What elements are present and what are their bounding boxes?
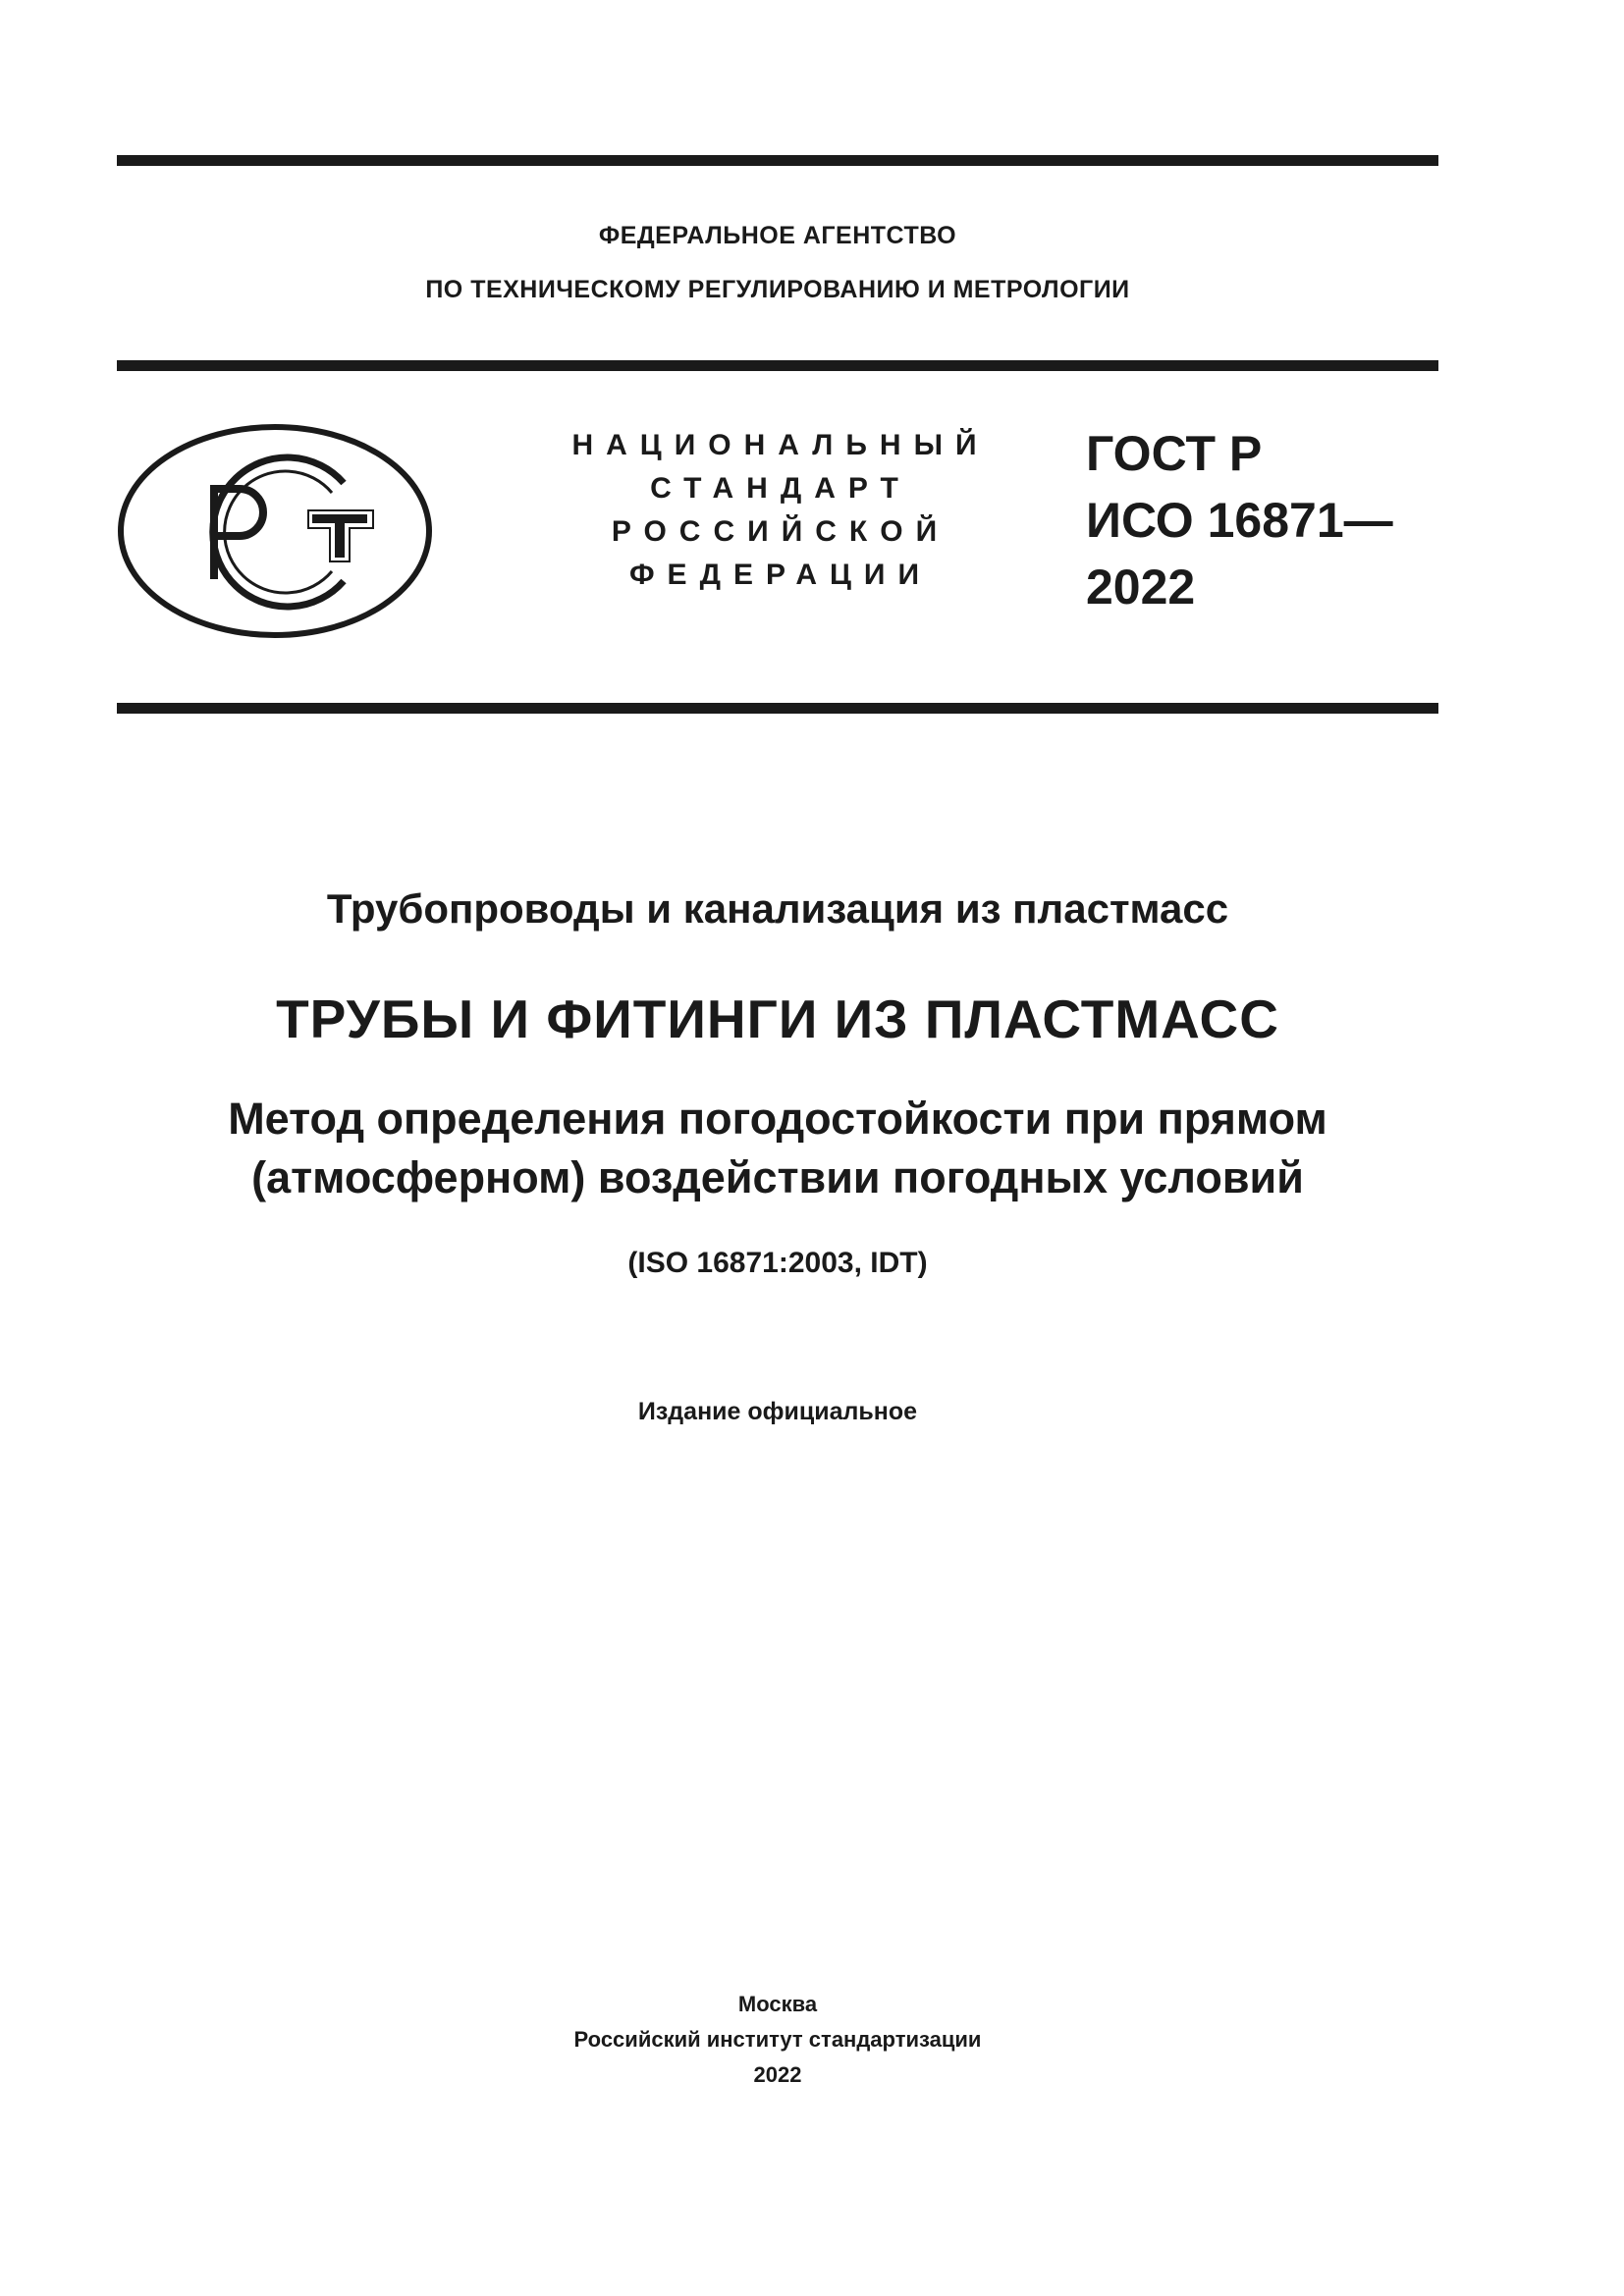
- designation-line-3: 2022: [1086, 560, 1196, 614]
- national-standard-line-1: НАЦИОНАЛЬНЫЙ: [571, 429, 990, 461]
- agency-bottom-rule: [117, 360, 1438, 371]
- national-standard-line-4: ФЕДЕРАЦИИ: [628, 559, 933, 591]
- standard-designation: [1086, 420, 1393, 620]
- imprint-year: 2022: [753, 2062, 802, 2087]
- subtitle-line-1: Метод определения погодостойкости при прямом: [228, 1094, 1327, 1144]
- title-group: Трубопроводы и канализация из пластмасс: [326, 885, 1229, 932]
- national-standard-label: [550, 424, 1011, 597]
- designation-line-1: ГОСТ Р: [1086, 426, 1263, 481]
- national-standard-line-2: СТАНДАРТ: [650, 472, 911, 505]
- iso-reference: (ISO 16871:2003, IDT): [627, 1247, 928, 1279]
- agency-line-2: ПО ТЕХНИЧЕСКОМУ РЕГУЛИРОВАНИЮ И МЕТРОЛОГИИ: [425, 276, 1130, 303]
- top-rule: [117, 155, 1438, 166]
- imprint: [117, 1987, 1438, 2093]
- agency-line-1: ФЕДЕРАЛЬНОЕ АГЕНТСТВО: [598, 222, 957, 249]
- header-bottom-rule: [117, 703, 1438, 714]
- rst-certification-mark-icon: [116, 422, 434, 640]
- title-main: ТРУБЫ И ФИТИНГИ ИЗ ПЛАСТМАСС: [276, 988, 1279, 1049]
- subtitle-line-2: (атмосферном) воздействии погодных условий: [251, 1152, 1304, 1202]
- imprint-city: Москва: [737, 1992, 818, 2016]
- national-standard-line-3: РОССИЙСКОЙ: [611, 515, 950, 548]
- designation-line-2: ИСО 16871—: [1086, 493, 1393, 548]
- edition-note: Издание официальное: [637, 1398, 918, 1425]
- imprint-publisher: Российский институт стандартизации: [573, 2027, 982, 2052]
- title-subtitle: [117, 1090, 1438, 1207]
